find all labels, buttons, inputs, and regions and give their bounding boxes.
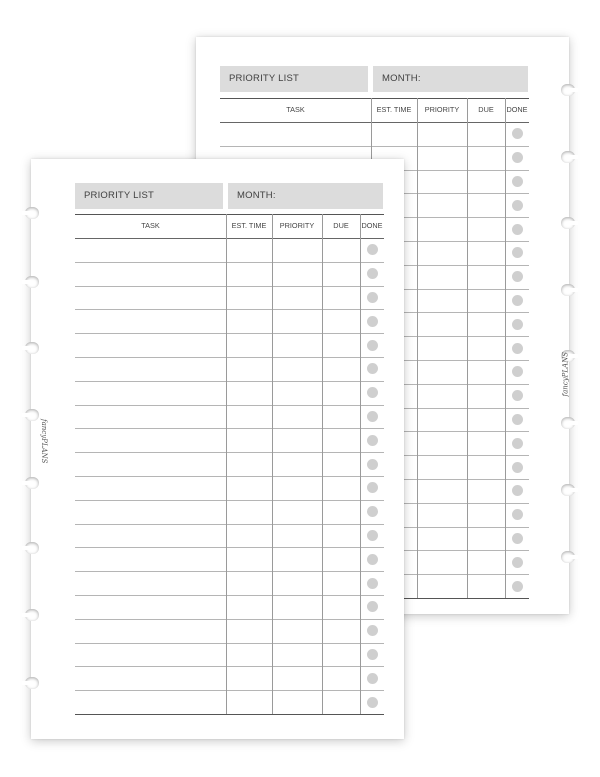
disc-notch [25, 342, 39, 354]
done-checkbox[interactable] [512, 343, 523, 354]
table-top-rule [75, 214, 384, 215]
column-header-due: DUE [333, 221, 349, 230]
column-divider [417, 98, 418, 598]
priority-table [75, 214, 384, 714]
done-checkbox[interactable] [367, 697, 378, 708]
done-checkbox[interactable] [512, 414, 523, 425]
done-checkbox[interactable] [367, 673, 378, 684]
column-header-priority: PRIORITY [279, 221, 315, 230]
disc-notch [25, 409, 39, 421]
column-header-priority: PRIORITY [424, 105, 460, 114]
disc-notch [561, 551, 575, 563]
table-row-rule [75, 666, 384, 667]
column-header-done: DONE [506, 105, 528, 114]
disc-notch [25, 207, 39, 219]
table-row-rule [75, 619, 384, 620]
table-row-rule [75, 452, 384, 453]
column-header-est-time: EST. TIME [376, 105, 412, 114]
done-checkbox[interactable] [512, 247, 523, 258]
table-row-rule [75, 286, 384, 287]
done-checkbox[interactable] [367, 411, 378, 422]
done-checkbox[interactable] [367, 578, 378, 589]
disc-notch [25, 542, 39, 554]
done-checkbox[interactable] [512, 462, 523, 473]
done-checkbox[interactable] [367, 244, 378, 255]
table-row-rule [75, 690, 384, 691]
priority-list-title: PRIORITY LIST [75, 183, 223, 209]
done-checkbox[interactable] [367, 649, 378, 660]
done-checkbox[interactable] [512, 581, 523, 592]
table-row-rule [75, 309, 384, 310]
table-top-rule [220, 98, 529, 99]
table-row-rule [75, 476, 384, 477]
disc-notch [25, 276, 39, 288]
disc-notch [561, 284, 575, 296]
column-header-est-time: EST. TIME [231, 221, 267, 230]
table-row-rule [75, 643, 384, 644]
done-checkbox[interactable] [367, 340, 378, 351]
column-divider [272, 214, 273, 714]
table-row-rule [75, 595, 384, 596]
column-divider [322, 214, 323, 714]
disc-notch [561, 84, 575, 96]
done-checkbox[interactable] [367, 625, 378, 636]
done-checkbox[interactable] [512, 485, 523, 496]
disc-notch [25, 677, 39, 689]
brand-logo: fancyPLANS [40, 419, 48, 464]
done-checkbox[interactable] [367, 530, 378, 541]
done-checkbox[interactable] [512, 319, 523, 330]
column-divider [226, 214, 227, 714]
done-checkbox[interactable] [512, 509, 523, 520]
table-header-row [220, 98, 529, 122]
disc-notch [561, 217, 575, 229]
done-checkbox[interactable] [512, 152, 523, 163]
column-header-task: TASK [141, 221, 160, 230]
table-row-rule [75, 500, 384, 501]
table-row-rule [75, 428, 384, 429]
disc-notch [561, 151, 575, 163]
table-row-rule [75, 381, 384, 382]
disc-notch [561, 417, 575, 429]
done-checkbox[interactable] [367, 482, 378, 493]
table-header-rule [75, 238, 384, 239]
table-row-rule [75, 357, 384, 358]
done-checkbox[interactable] [512, 128, 523, 139]
table-row-rule [220, 146, 529, 147]
table-row-rule [75, 571, 384, 572]
done-checkbox[interactable] [367, 506, 378, 517]
table-row-rule [75, 333, 384, 334]
month-field[interactable]: MONTH: [228, 183, 383, 209]
column-header-task: TASK [286, 105, 305, 114]
table-header-rule [220, 122, 529, 123]
table-row-rule [75, 262, 384, 263]
done-checkbox[interactable] [512, 176, 523, 187]
table-bottom-rule [75, 714, 384, 715]
month-field[interactable]: MONTH: [373, 66, 528, 92]
done-checkbox[interactable] [512, 366, 523, 377]
column-header-due: DUE [478, 105, 494, 114]
column-divider [360, 214, 361, 714]
table-header-row [75, 214, 384, 238]
done-checkbox[interactable] [367, 435, 378, 446]
done-checkbox[interactable] [512, 390, 523, 401]
table-row-rule [75, 547, 384, 548]
table-row-rule [75, 524, 384, 525]
column-divider [505, 98, 506, 598]
done-checkbox[interactable] [367, 292, 378, 303]
done-checkbox[interactable] [512, 295, 523, 306]
disc-notch [561, 484, 575, 496]
brand-logo: fancyPLANS [561, 352, 569, 397]
done-checkbox[interactable] [367, 316, 378, 327]
done-checkbox[interactable] [367, 387, 378, 398]
table-row-rule [75, 405, 384, 406]
column-header-done: DONE [361, 221, 383, 230]
planner-page-front [31, 159, 404, 739]
disc-notch [25, 477, 39, 489]
done-checkbox[interactable] [512, 224, 523, 235]
done-checkbox[interactable] [367, 363, 378, 374]
column-divider [467, 98, 468, 598]
priority-list-title: PRIORITY LIST [220, 66, 368, 92]
disc-notch [25, 609, 39, 621]
done-checkbox[interactable] [367, 268, 378, 279]
done-checkbox[interactable] [512, 271, 523, 282]
done-checkbox[interactable] [367, 459, 378, 470]
done-checkbox[interactable] [512, 438, 523, 449]
done-checkbox[interactable] [512, 533, 523, 544]
done-checkbox[interactable] [367, 601, 378, 612]
done-checkbox[interactable] [367, 554, 378, 565]
done-checkbox[interactable] [512, 200, 523, 211]
done-checkbox[interactable] [512, 557, 523, 568]
